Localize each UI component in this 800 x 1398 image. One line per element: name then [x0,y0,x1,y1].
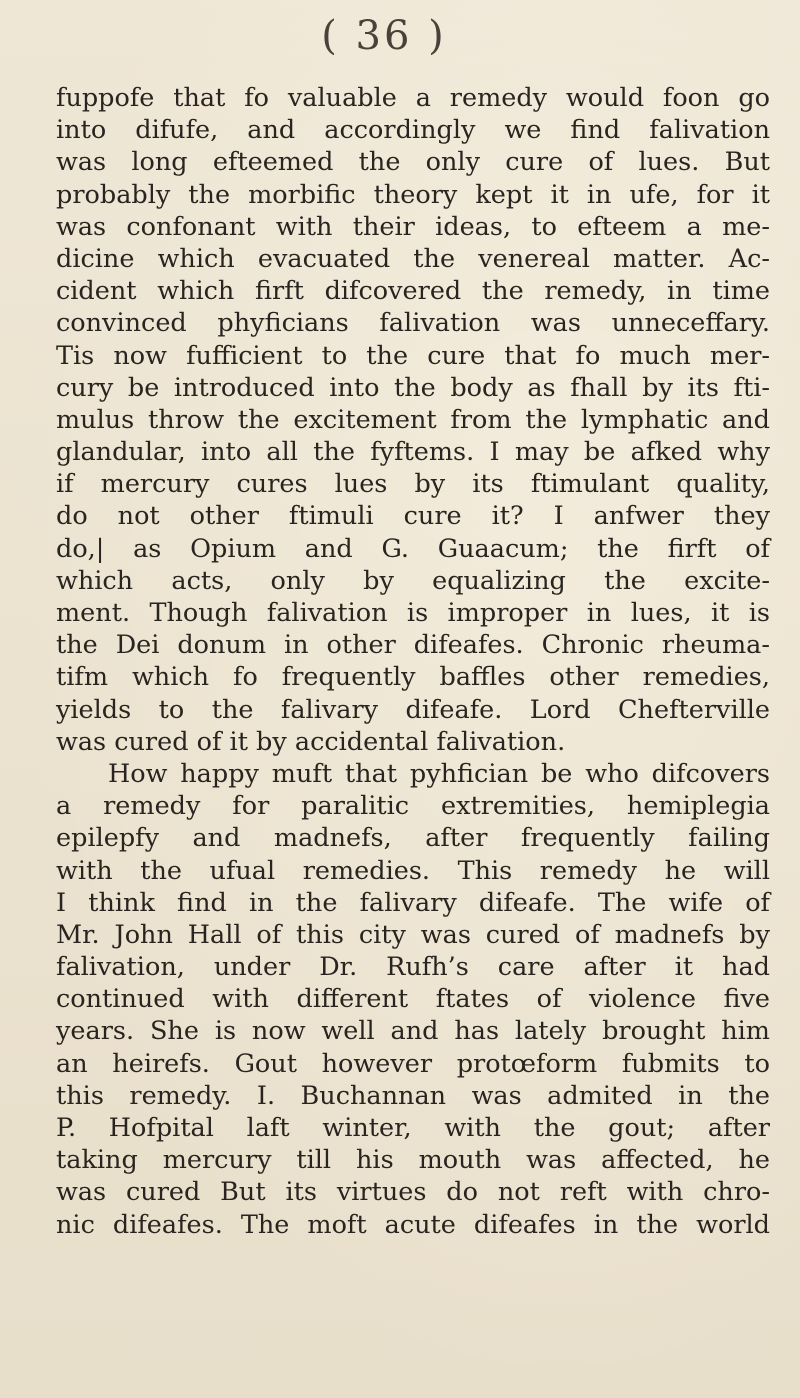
page-number: ( 36 ) [321,13,447,59]
text-line: nic difeafes. The moft acute difeafes in the world [56,1209,770,1240]
text-line: years. She is now well and has lately brought him [56,1016,770,1047]
text-line: epilepfy and madnefs, after frequently failing [56,823,770,854]
text-line: was confonant with their ideas, to efteem a me- [56,211,770,242]
text-line: Tis now fufficient to the cure that fo much mer- [56,340,770,371]
text-line: do,| as Opium and G. Guaacum; the firft of [56,533,770,564]
text-line: P. Hofpital laft winter, with the gout; after [56,1113,770,1143]
body-text [56,82,770,1241]
text-line: an heirefs. Gout however protœform fubmits to [56,1048,770,1079]
text-line: probably the morbific theory kept it in ufe, for it [56,179,770,210]
text-line: into difufe, and accordingly we find falivation [56,115,770,146]
text-line: cident which firft difcovered the remedy, in time [56,276,770,307]
text-line: cury be introduced into the body as fhall by its fti- [56,372,770,403]
text-line: dicine which evacuated the venereal matter. Ac- [56,243,770,274]
text-line: continued with different ftates of violence five [56,984,770,1015]
text-line: mulus throw the excitement from the lymphatic and [56,404,770,435]
text-line: with the ufual remedies. This remedy he will [56,855,770,886]
text-line: Mr. John Hall of this city was cured of madnefs by [56,919,770,950]
text-line-paragraph-end: was cured of it by accidental falivation. [56,726,566,757]
text-line-paragraph-start: How happy muft that pyhfician be who difcovers [108,758,770,789]
text-line: a remedy for paralitic extremities, hemiplegia [56,791,770,822]
text-line: glandular, into all the fyftems. I may be afked why [56,437,770,468]
text-line: was cured But its virtues do not reft with chro- [56,1177,770,1208]
text-line: falivation, under Dr. Rufh’s care after it had [56,952,770,983]
text-line: which acts, only by equalizing the excite- [56,565,770,596]
text-line: tifm which fo frequently baffles other remedies, [56,662,770,693]
text-line: was long efteemed the only cure of lues. But [56,147,770,178]
text-line: ment. Though falivation is improper in lues, it is [56,598,770,628]
text-line: the Dei donum in other difeafes. Chronic rheuma- [56,630,770,661]
text-line: if mercury cures lues by its ftimulant quality, [56,469,770,500]
text-line: do not other ftimuli cure it? I anfwer they [56,501,770,532]
text-line: convinced phyficians falivation was unneceffary. [56,308,770,339]
text-line: I think find in the falivary difeafe. The wife of [56,887,770,918]
text-line: yields to the falivary difeafe. Lord Chefterville [56,694,770,725]
text-line: fuppofe that fo valuable a remedy would foon go [56,83,770,113]
text-line: this remedy. I. Buchannan was admited in the [56,1080,770,1111]
text-line: taking mercury till his mouth was affected, he [56,1145,770,1176]
